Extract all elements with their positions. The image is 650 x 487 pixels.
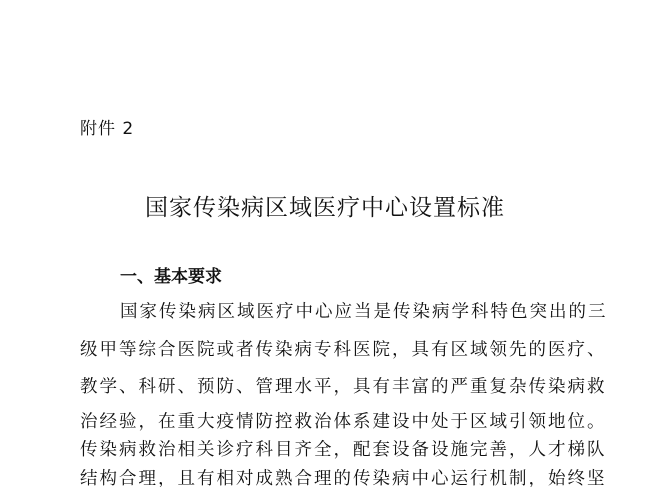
body-line: 传染病救治相关诊疗科目齐全，配套设备设施完善，人才梯队	[80, 440, 607, 460]
body-line: 国家传染病区域医疗中心应当是传染病学科特色突出的三	[120, 302, 608, 322]
body-line: 治经验，在重大疫情防控救治体系建设中处于区域引领地位。	[80, 412, 607, 432]
document-title: 国家传染病区域医疗中心设置标准	[145, 195, 505, 221]
body-line: 结构合理，且有相对成熟合理的传染病中心运行机制，始终坚	[80, 469, 607, 487]
section-heading: 一、基本要求	[120, 267, 222, 287]
body-line: 教学、科研、预防、管理水平，具有丰富的严重复杂传染病救	[80, 377, 607, 397]
body-line: 级甲等综合医院或者传染病专科医院，具有区域领先的医疗、	[80, 340, 607, 360]
attachment-label: 附件 2	[80, 119, 135, 139]
